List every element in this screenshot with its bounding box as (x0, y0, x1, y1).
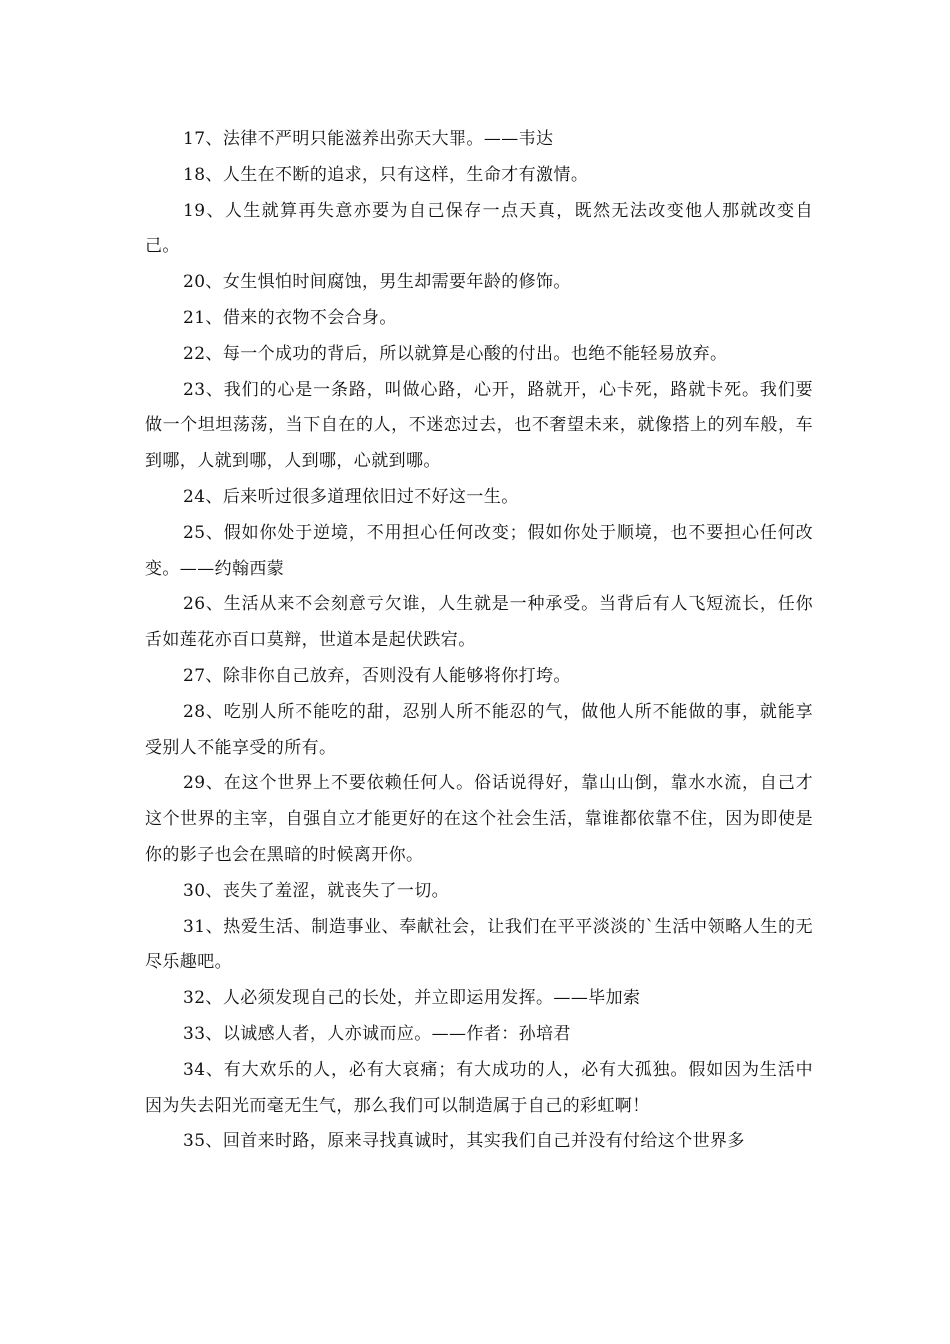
document-body (145, 122, 813, 1160)
paragraph-25: 25、假如你处于逆境，不用担心任何改变；假如你处于顺境，也不要担心任何改变。——约翰西蒙 (145, 522, 813, 579)
paragraph-35: 35、回首来时路，原来寻找真诚时，其实我们自己并没有付给这个世界多 (183, 1131, 745, 1152)
paragraph-17: 17、法律不严明只能滋养出弥天大罪。——韦达 (183, 129, 554, 149)
paragraph-22: 22、每一个成功的背后，所以就算是心酸的付出。也绝不能轻易放弃。 (183, 343, 728, 364)
paragraph-26: 26、生活从来不会刻意亏欠谁，人生就是一种承受。当背后有人飞短流长，任你舌如莲花亦百口莫辩，世道本是起伏跌宕。 (145, 594, 813, 651)
paragraph-19: 19、人生就算再失意亦要为自己保存一点天真，既然无法改变他人那就改变自己。 (145, 200, 813, 257)
paragraph-18: 18、人生在不断的追求，只有这样，生命才有激情。 (183, 164, 589, 185)
paragraph-33: 33、以诚感人者，人亦诚而应。——作者：孙培君 (183, 1023, 571, 1044)
paragraph-20: 20、女生惧怕时间腐蚀，男生却需要年龄的修饰。 (183, 272, 571, 293)
paragraph-29: 29、在这个世界上不要依赖任何人。俗话说得好，靠山山倒，靠水水流，自己才这个世界的主宰，自强自立才能更好的在这个社会生活，靠谁都依靠不住，因为即使是你的影子也会在黑暗的时候离开你。 (145, 773, 813, 865)
paragraph-23: 23、我们的心是一条路，叫做心路，心开，路就开，心卡死，路就卡死。我们要做一个坦坦荡荡，当下自在的人，不迷恋过去，也不奢望未来，就像搭上的列车般，车到哪，人就到哪，人到哪，心就到哪。 (145, 379, 813, 472)
paragraph-24: 24、后来听过很多道理依旧过不好这一生。 (183, 486, 519, 507)
paragraph-28: 28、吃别人所不能吃的甜，忍别人所不能忍的气，做他人所不能做的事，就能享受别人不能享受的所有。 (145, 701, 813, 758)
paragraph-32: 32、人必须发现自己的长处，并立即运用发挥。——毕加索 (183, 988, 641, 1009)
paragraph-34: 34、有大欢乐的人，必有大哀痛；有大成功的人，必有大孤独。假如因为生活中因为失去阳光而毫无生气，那么我们可以制造属于自己的彩虹啊！ (145, 1059, 813, 1116)
paragraph-31: 31、热爱生活、制造事业、奉献社会，让我们在平平淡淡的`生活中领略人生的无尽乐趣吧。 (145, 916, 813, 973)
paragraph-21: 21、借来的衣物不会合身。 (183, 307, 397, 328)
paragraph-30: 30、丧失了羞涩，就丧失了一切。 (183, 880, 450, 901)
paragraph-27: 27、除非你自己放弃，否则没有人能够将你打垮。 (183, 665, 571, 686)
